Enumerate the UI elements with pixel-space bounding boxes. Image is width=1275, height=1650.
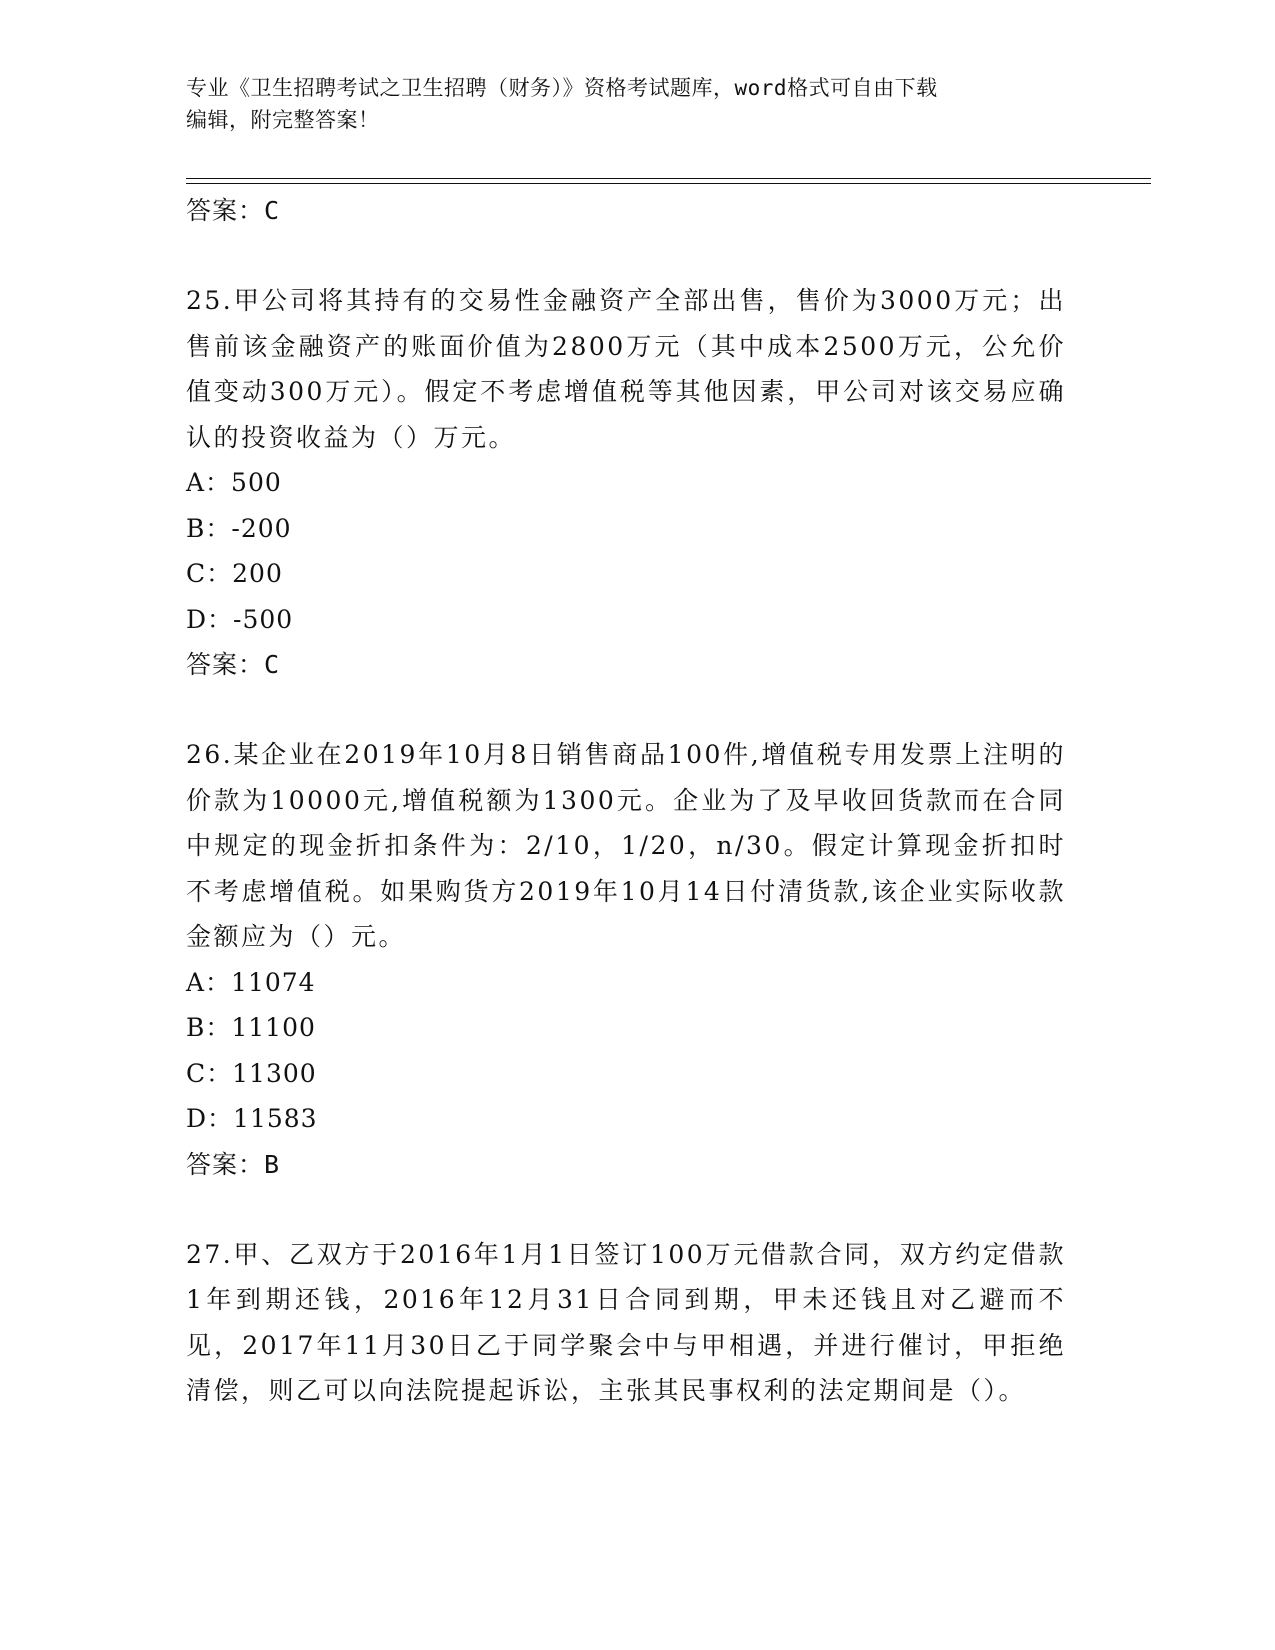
question-text: 26.某企业在2019年10月8日销售商品100件,增值税专用发票上注明的价款为10000元,增值税额为1300元。企业为了及早收回货款而在合同中规定的现金折扣条件为：2/10，1/20，n/30。假定计算现金折扣时不考虑增值税。如果购货方2019年10月14日付清货款,该企业实际收款金额应为（）元。 <box>186 740 1066 951</box>
spacer <box>186 234 1066 278</box>
option-c: C：11300 <box>186 1058 317 1088</box>
document-body <box>186 188 1066 1414</box>
option-d: D：-500 <box>186 604 294 634</box>
question-block-25 <box>186 278 1066 688</box>
header-rule-bottom <box>186 183 1151 184</box>
question-block-26 <box>186 732 1066 1188</box>
header-rule-top <box>186 178 1151 179</box>
option-a: A：500 <box>186 468 282 497</box>
answer-line: 答案：C <box>186 650 281 679</box>
option-b: B：-200 <box>186 513 292 543</box>
question-text: 27.甲、乙双方于2016年1月1日签订100万元借款合同，双方约定借款1年到期还钱，2016年12月31日合同到期，甲未还钱且对乙避而不见，2017年11月30日乙于同学聚会中与甲相遇，并进行催讨，甲拒绝清偿，则乙可以向法院提起诉讼，主张其民事权利的法定期间是（）。 <box>186 1239 1066 1405</box>
answer-line: 答案：B <box>186 1149 281 1179</box>
header-line-1: 专业《卫生招聘考试之卫生招聘（财务）》资格考试题库，word格式可自由下载 <box>186 76 938 100</box>
option-c: C：200 <box>186 559 283 588</box>
header-line-2: 编辑，附完整答案！ <box>186 108 380 132</box>
spacer <box>186 688 1066 732</box>
spacer <box>186 1188 1066 1232</box>
document-header <box>186 72 1066 136</box>
answer-line: 答案：C <box>186 196 281 225</box>
option-a: A：11074 <box>186 967 316 997</box>
option-d: D：11583 <box>186 1104 318 1133</box>
question-block-27 <box>186 1232 1066 1414</box>
question-text: 25.甲公司将其持有的交易性金融资产全部出售，售价为3000万元；出售前该金融资产的账面价值为2800万元（其中成本2500万元，公允价值变动300万元）。假定不考虑增值税等其他因素，甲公司对该交易应确认的投资收益为（）万元。 <box>186 286 1066 452</box>
option-b: B：11100 <box>186 1013 316 1042</box>
